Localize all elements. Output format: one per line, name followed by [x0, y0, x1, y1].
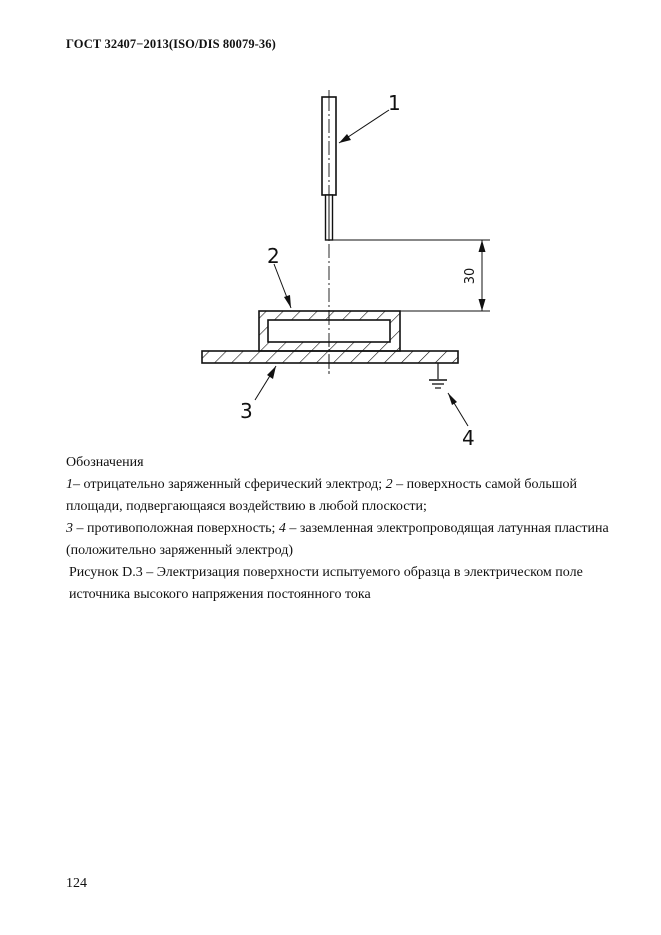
callout-3: 3: [240, 399, 253, 423]
legend-title: Обозначения: [66, 455, 144, 470]
callout-2: 2: [267, 244, 280, 268]
legend-num-4: 4: [278, 521, 286, 536]
document-header: ГОСТ 32407−2013(ISO/DIS 80079-36): [66, 37, 276, 51]
dimension-label: 30: [463, 267, 478, 285]
figure-d3-drawing: [0, 0, 661, 460]
page-number: 124: [66, 876, 87, 891]
legend-num-1: 1: [66, 477, 73, 492]
legend-items-3-4: [66, 518, 626, 562]
callout-4: 4: [462, 426, 475, 450]
base-plate: [202, 351, 458, 363]
figure-caption: Рисунок D.3 – Электризация поверхности испытуемого образца в электрическом поле источника высокого напряжения постоянного тока: [69, 565, 583, 602]
legend-text-2: – поверхность самой большой площади, подвергающаяся воздействию в любой плоскости;: [66, 477, 577, 514]
figure-legend: [66, 452, 626, 606]
legend-text-3: – противоположная поверхность;: [73, 521, 279, 536]
legend-items-1-2: [66, 474, 626, 518]
legend-text-1: – отрицательно заряженный сферический электрод;: [73, 477, 386, 492]
callout-1: 1: [388, 91, 401, 115]
legend-num-2: 2: [385, 477, 393, 492]
legend-num-3: 3: [66, 521, 73, 536]
legend-text-4: – заземленная электропроводящая латунная пластина (положительно заряженный электрод): [66, 521, 609, 558]
